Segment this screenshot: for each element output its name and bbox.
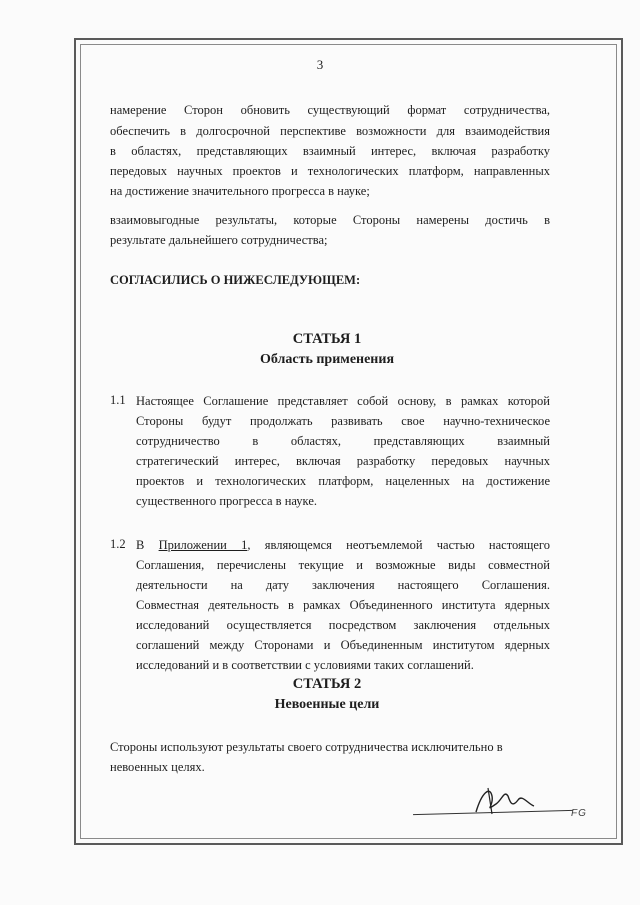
- clause-line: сотрудничество в областях, представляющих взаимный: [136, 434, 550, 448]
- clause-line: Соглашения, перечислены текущие и возможные виды совместной: [136, 558, 550, 572]
- clause-line: Стороны будут продолжать развивать свое научно-техническое: [136, 414, 550, 428]
- article1-subtitle: Область применения: [259, 352, 395, 367]
- annex-1-link[interactable]: Приложении 1: [158, 538, 248, 552]
- article2-text-line: невоенных целях.: [110, 760, 205, 774]
- paragraph-line: результате дальнейшего сотрудничества;: [110, 233, 328, 247]
- clause-text: В: [136, 538, 159, 552]
- clause-line: стратегический интерес, включая разработку передовых научных: [136, 454, 550, 468]
- clause-line: Настоящее Соглашение представляет собой основу, в рамках которой: [136, 394, 550, 408]
- clause-text: , являющемся неотъемлемой частью настоящего: [247, 538, 550, 552]
- agreed-heading: СОГЛАСИЛИСЬ О НИЖЕСЛЕДУЮЩЕМ:: [110, 273, 361, 287]
- clause-line: Совместная деятельность в рамках Объединенного института ядерных: [136, 598, 550, 612]
- article2-title: СТАТЬЯ 2: [292, 676, 362, 692]
- paragraph-line: намерение Сторон обновить существующий формат сотрудничества,: [110, 103, 550, 117]
- article2-text-line: Стороны используют результаты своего сотрудничества исключительно в: [110, 740, 503, 754]
- clause-line: исследований и в соответствии с условиями таких соглашений.: [136, 658, 474, 672]
- clause-line: существенного прогресса в науке.: [136, 494, 317, 508]
- page-number: 3: [316, 57, 324, 72]
- clause-line: исследований осуществляется посредством заключения отдельных: [136, 618, 550, 632]
- paragraph-line: передовых научных проектов и технологических платформ, направленных: [110, 164, 550, 178]
- paragraph-line: в областях, представляющих взаимный интерес, включая разработку: [110, 144, 550, 158]
- article2-subtitle: Невоенные цели: [274, 697, 380, 712]
- clause-line: [136, 537, 550, 554]
- signature-scribble: [468, 782, 558, 818]
- article1-title: СТАТЬЯ 1: [292, 331, 362, 347]
- paragraph-line: обеспечить в долгосрочной перспективе возможности для взаимодействия: [110, 124, 550, 138]
- clause-number-1-1: 1.1: [110, 393, 126, 407]
- paragraph-line: на достижение значительного прогресса в науке;: [110, 184, 370, 198]
- clause-line: соглашений между Сторонами и Объединенным институтом ядерных: [136, 638, 550, 652]
- clause-line: деятельности на дату заключения настоящего Соглашения.: [136, 578, 550, 592]
- signature-initials: FG: [571, 808, 587, 819]
- clause-number-1-2: 1.2: [110, 537, 126, 551]
- paragraph-line: взаимовыгодные результаты, которые Стороны намерены достичь в: [110, 213, 550, 227]
- clause-line: проектов и технологических платформ, нацеленных на достижение: [136, 474, 550, 488]
